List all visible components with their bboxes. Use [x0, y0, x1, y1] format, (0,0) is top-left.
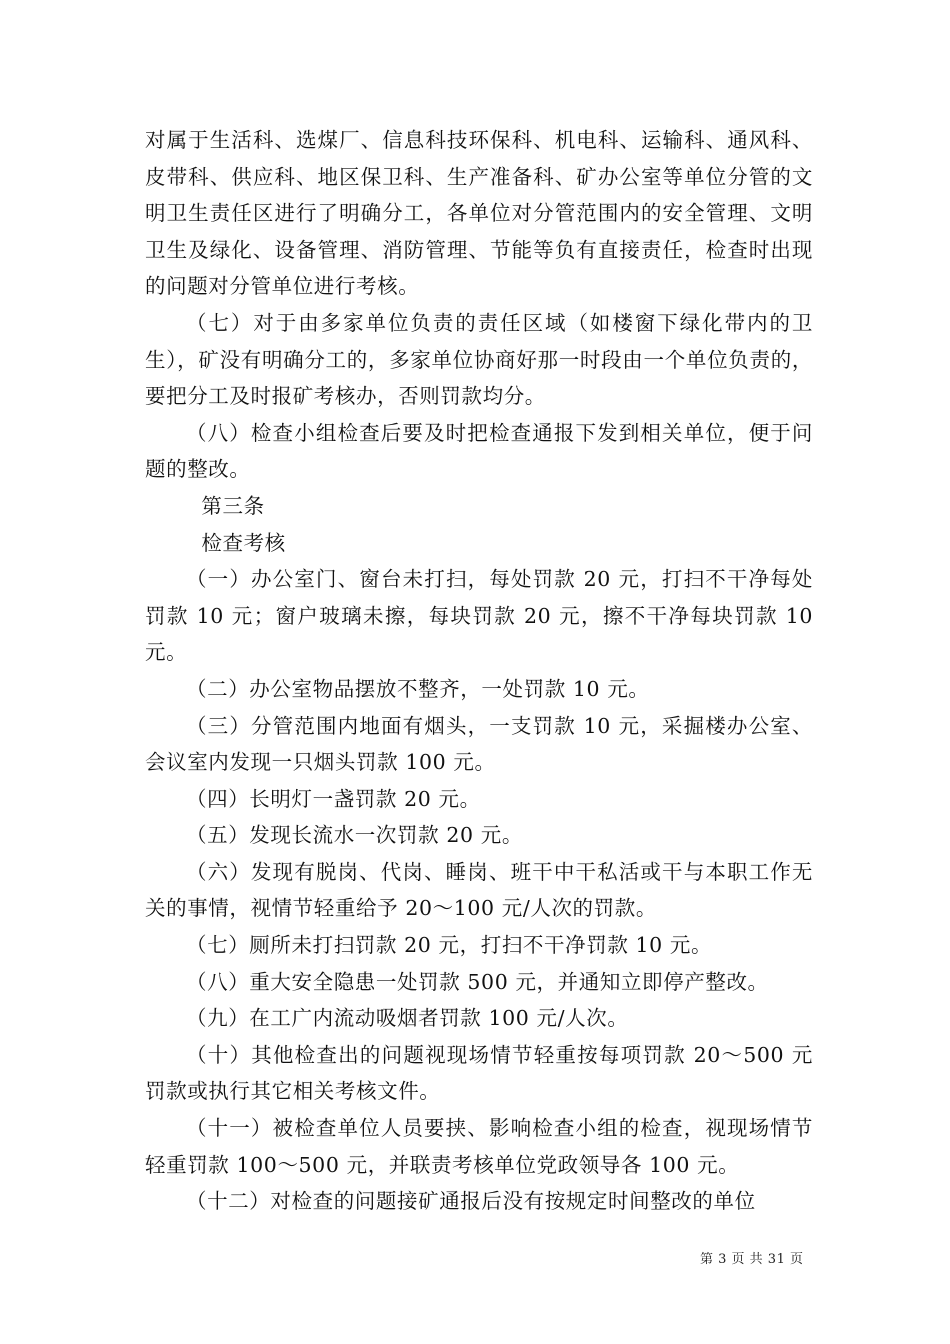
penalty-item-8: （八）重大安全隐患一处罚款 500 元，并通知立即停产整改。 [186, 969, 769, 994]
page-number-footer: 第 3 页 共 31 页 [700, 1252, 804, 1267]
penalty-item-6: （六）发现有脱岗、代岗、睡岗、班干中干私活或干与本职工作无关的事情，视情节轻重给予 20～100 元/人次的罚款。 [145, 859, 813, 921]
document-body [145, 122, 813, 1220]
penalty-item-1: （一）办公室门、窗台未打扫，每处罚款 20 元，打扫不干净每处罚款 10 元；窗户玻璃未擦，每块罚款 20 元，擦不干净每块罚款 10 元。 [145, 567, 813, 665]
penalty-item-3: （三）分管范围内地面有烟头，一支罚款 10 元，采掘楼办公室、会议室内发现一只烟头罚款 100 元。 [145, 713, 813, 775]
penalty-item-9: （九）在工广内流动吸烟者罚款 100 元/人次。 [186, 1006, 629, 1031]
paragraph-item-8-notification: （八）检查小组检查后要及时把检查通报下发到相关单位，便于问题的整改。 [145, 420, 813, 482]
penalty-item-11: （十一）被检查单位人员要挟、影响检查小组的检查，视现场情节轻重罚款 100～500 元，并联责考核单位党政领导各 100 元。 [145, 1116, 813, 1177]
paragraph-item-7-shared-areas: （七）对于由多家单位负责的责任区域（如楼窗下绿化带内的卫生），矿没有明确分工的，多家单位协商好那一时段由一个单位负责的，要把分工及时报矿考核办，否则罚款均分。 [145, 310, 813, 409]
penalty-item-12: （十二）对检查的问题接矿通报后没有按规定时间整改的单位 [186, 1189, 756, 1214]
paragraph-assignment-of-units: 对属于生活科、选煤厂、信息科技环保科、机电科、运输科、通风科、皮带科、供应科、地区保卫科、生产准备科、矿办公室等单位分管的文明卫生责任区进行了明确分工，各单位对分管范围内的安全管理、文明卫生及绿化、设备管理、消防管理、节能等负有直接责任，检查时出现的问题对分管单位进行考核。 [145, 128, 813, 299]
penalty-item-10: （十）其他检查出的问题视现场情节轻重按每项罚款 20～500 元罚款或执行其它相关考核文件。 [145, 1042, 813, 1104]
article-heading: 第三条 [201, 493, 265, 518]
penalty-item-5: （五）发现长流水一次罚款 20 元。 [186, 823, 523, 848]
penalty-item-2: （二）办公室物品摆放不整齐，一处罚款 10 元。 [186, 676, 650, 701]
penalty-item-7: （七）厕所未打扫罚款 20 元，打扫不干净罚款 10 元。 [186, 933, 713, 958]
penalty-item-4: （四）长明灯一盏罚款 20 元。 [186, 786, 481, 811]
section-heading: 检查考核 [201, 530, 286, 555]
